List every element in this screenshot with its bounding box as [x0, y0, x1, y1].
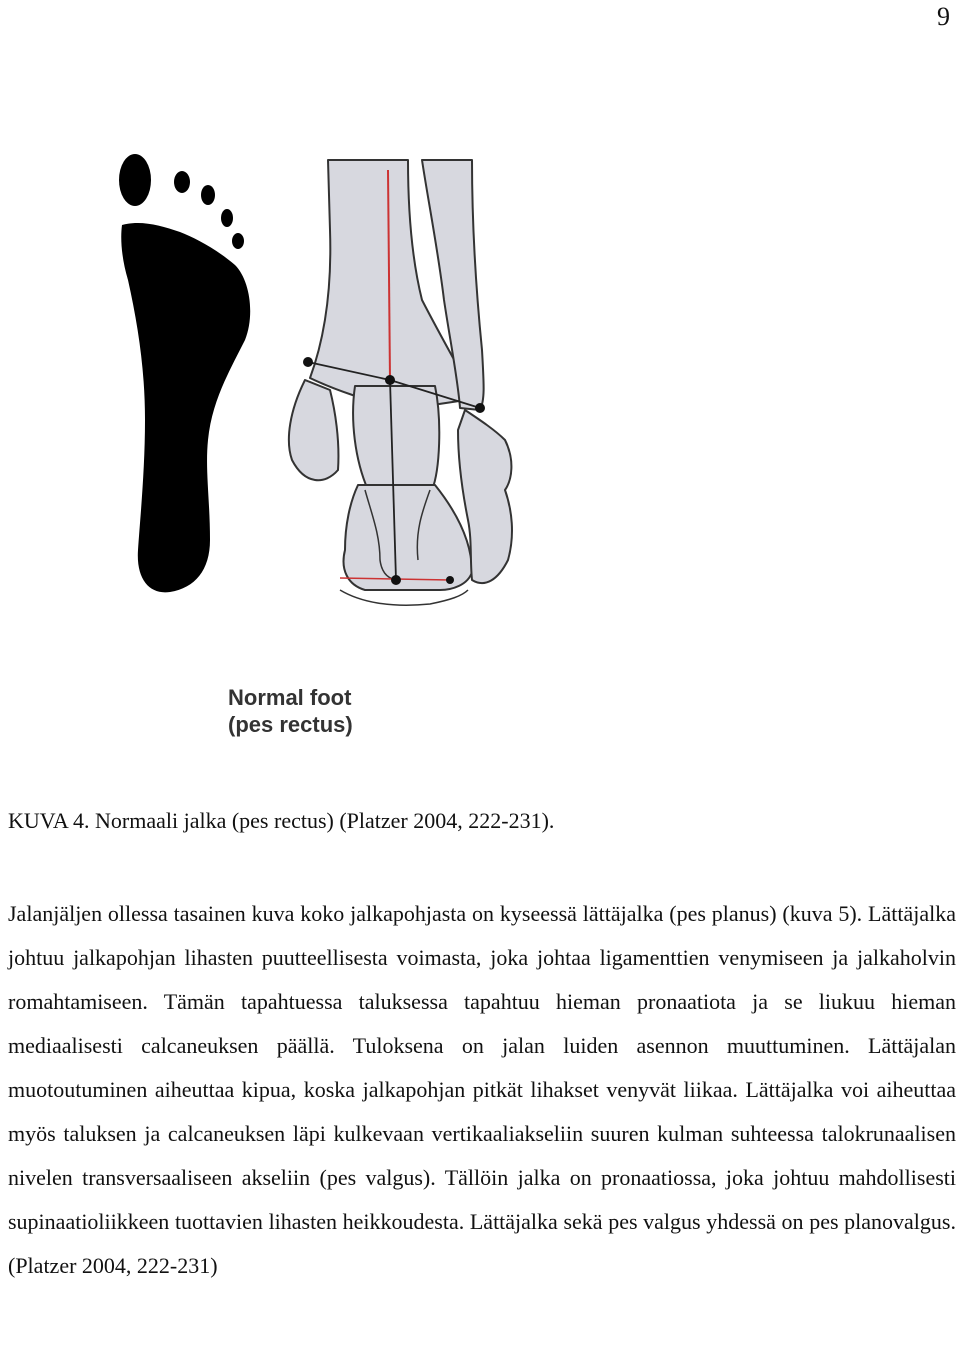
- foot-figure: [100, 140, 560, 760]
- toe-print-5: [232, 233, 244, 249]
- big-toe-print: [119, 154, 151, 206]
- toe-print-2: [174, 171, 190, 193]
- toe-print-4: [221, 209, 233, 227]
- figure-label-line1: Normal foot: [228, 685, 352, 710]
- sole-print: [121, 223, 250, 592]
- footprint-image: [119, 154, 250, 592]
- figure-caption: KUVA 4. Normaali jalka (pes rectus) (Platzer 2004, 222-231).: [8, 808, 555, 833]
- toe-print-3: [201, 185, 215, 205]
- figure-label-line2: (pes rectus): [228, 712, 353, 737]
- figure-label: [228, 684, 428, 738]
- calcaneus-bone: [344, 485, 472, 590]
- medial-malleolus-bone: [289, 380, 339, 480]
- body-paragraph: Jalanjäljen ollessa tasainen kuva koko jalkapohjasta on kyseessä lättäjalka (pes planus) (kuva 5). Lättäjalka johtuu jalkapohjan lihasten puutteellisesta voimasta, joka johtaa ligamenttien venymiseen ja jalkaholvin romahtamiseen. Tämän tapahtuessa taluksessa tapahtuu hieman pronaatiota ja se liukuu hieman mediaalisesti calcaneuksen päällä. Tuloksena on jalan luiden asennon muuttuminen. Lättäjalan muotoutuminen aiheuttaa kipua, koska jalkapohjan pitkät lihakset venyvät liikaa. Lättäjalka voi aiheuttaa myös taluksen ja calcaneuksen läpi kulkevaan vertikaaliakseliin suuren kulman suhteessa talokrunaalisen nivelen transversaaliseen akseliin (pes valgus). Tällöin jalka on pronaatiossa, joka johtuu mahdollisesti supinaatioliikkeen tuottavien lihasten heikkoudesta. Lättäjalka sekä pes valgus yhdessä on pes planovalgus. (Platzer 2004, 222-231): [8, 901, 956, 1278]
- foot-illustration: [100, 140, 560, 660]
- ankle-bones: [289, 160, 512, 590]
- talus-bone: [353, 386, 439, 490]
- page-number: 9: [937, 2, 950, 31]
